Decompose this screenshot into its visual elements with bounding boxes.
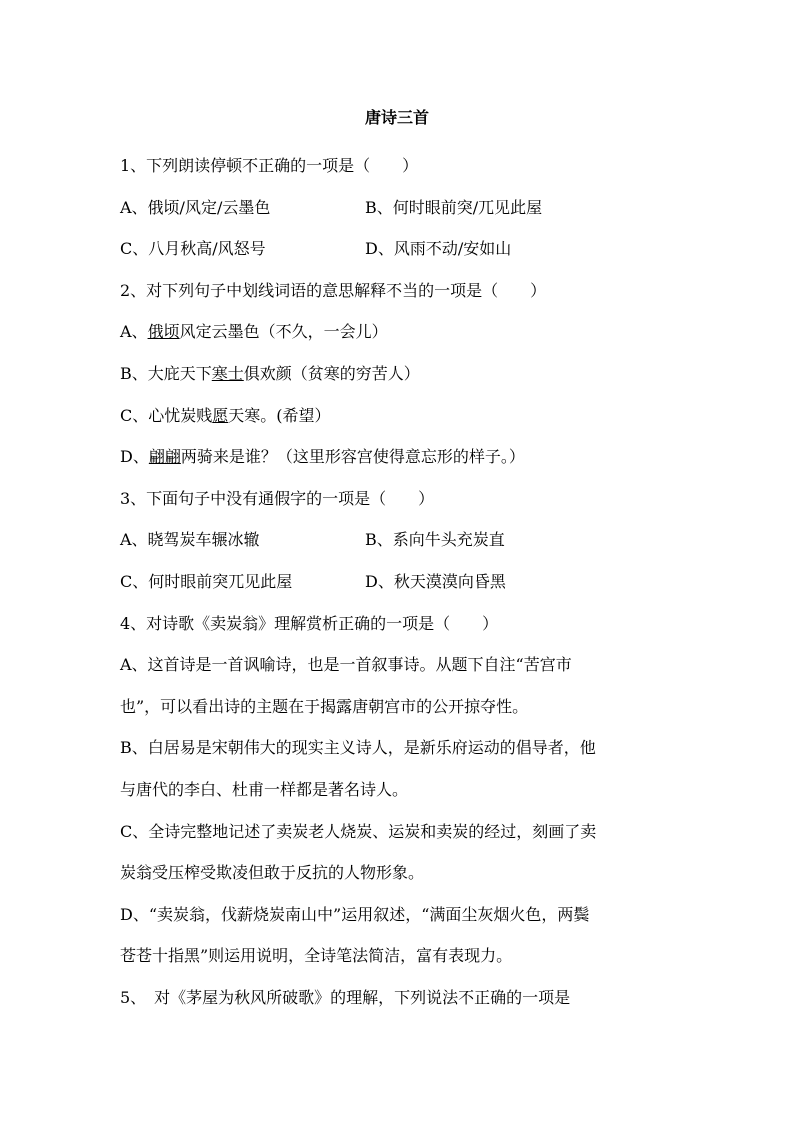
question-1-options-cd [120,228,676,270]
question-4-option-d-line-1: D、“卖炭翁，伐薪烧炭南山中”运用叙述，“满面尘灰烟火色，两鬓 [120,904,590,924]
underlined-word: 愿 [212,405,229,425]
underlined-word: 寒士 [211,363,244,383]
option-text: 风定云墨色（不久，一会儿） [179,322,388,342]
question-3-option-a: A、晓驾炭车辗冰辙 [120,530,260,550]
question-2-stem: 2、对下列句子中划线词语的意思解释不当的一项是（ ） [120,280,547,300]
question-2-option-c [120,395,676,437]
option-prefix: D、 [120,447,149,467]
option-text: 两骑来是谁？（这里形容宫使得意忘形的样子。） [180,447,525,467]
question-4-option-b-line-2: 与唐代的李白、杜甫一样都是著名诗人。 [120,779,409,799]
question-list [120,145,676,1018]
question-1-option-a: A、俄顷/风定/云墨色 [120,197,271,217]
question-2-option-d [120,436,676,478]
question-4-option-c-line-1: C、全诗完整地记述了卖炭老人烧炭、运炭和卖炭的经过，刻画了卖 [120,821,597,841]
underlined-word: 翩翩 [148,447,181,467]
question-4-option-d-line-2: 苍苍十指黑”则运用说明，全诗笔法简洁，富有表现力。 [120,946,513,966]
page-title: 唐诗三首 [364,108,429,127]
question-1-option-b: B、何时眼前突/兀见此屋 [365,197,543,217]
question-3-options-ab [120,519,676,561]
question-3-option-d: D、秋天漠漠向昏黑 [365,571,506,591]
question-2-option-a [120,311,676,353]
question-5-stem: 5、 对《茅屋为秋风所破歌》的理解，下列说法不正确的一项是 [120,987,571,1007]
question-4-option-a-line-2: 也”，可以看出诗的主题在于揭露唐朝宫市的公开掠夺性。 [120,696,529,716]
question-3-stem: 3、下面句子中没有通假字的一项是（ ） [120,488,435,508]
question-4-option-a-line-1: A、这首诗是一首讽喻诗，也是一首叙事诗。从题下自注“苦宫市 [120,655,572,675]
question-4-option-b-line-1: B、白居易是宋朝伟大的现实主义诗人，是新乐府运动的倡导者，他 [120,738,596,758]
underlined-word: 俄顷 [147,322,180,342]
option-prefix: A、 [120,322,148,342]
question-1-option-c: C、八月秋高/风怒号 [120,239,266,259]
option-text: 天寒。(希望） [228,405,331,425]
question-1-option-d: D、风雨不动/安如山 [365,239,512,259]
question-4-stem: 4、对诗歌《卖炭翁》理解赏析正确的一项是（ ） [120,613,499,633]
question-3-option-b: B、系向牛头充炭直 [365,530,505,550]
option-prefix: B、大庇天下 [120,363,212,383]
question-3-option-c: C、何时眼前突兀见此屋 [120,571,293,591]
question-1-stem: 1、下列朗读停顿不正确的一项是（ ） [120,156,419,175]
question-1-options-ab [120,187,676,229]
question-4-option-c-line-2: 炭翁受压榨受欺凌但敢于反抗的人物形象。 [120,863,425,883]
question-3-options-cd [120,561,676,603]
question-2-option-b [120,353,676,395]
option-text: 俱欢颜（贫寒的穷苦人） [243,363,420,383]
option-prefix: C、心忧炭贱 [120,405,213,425]
